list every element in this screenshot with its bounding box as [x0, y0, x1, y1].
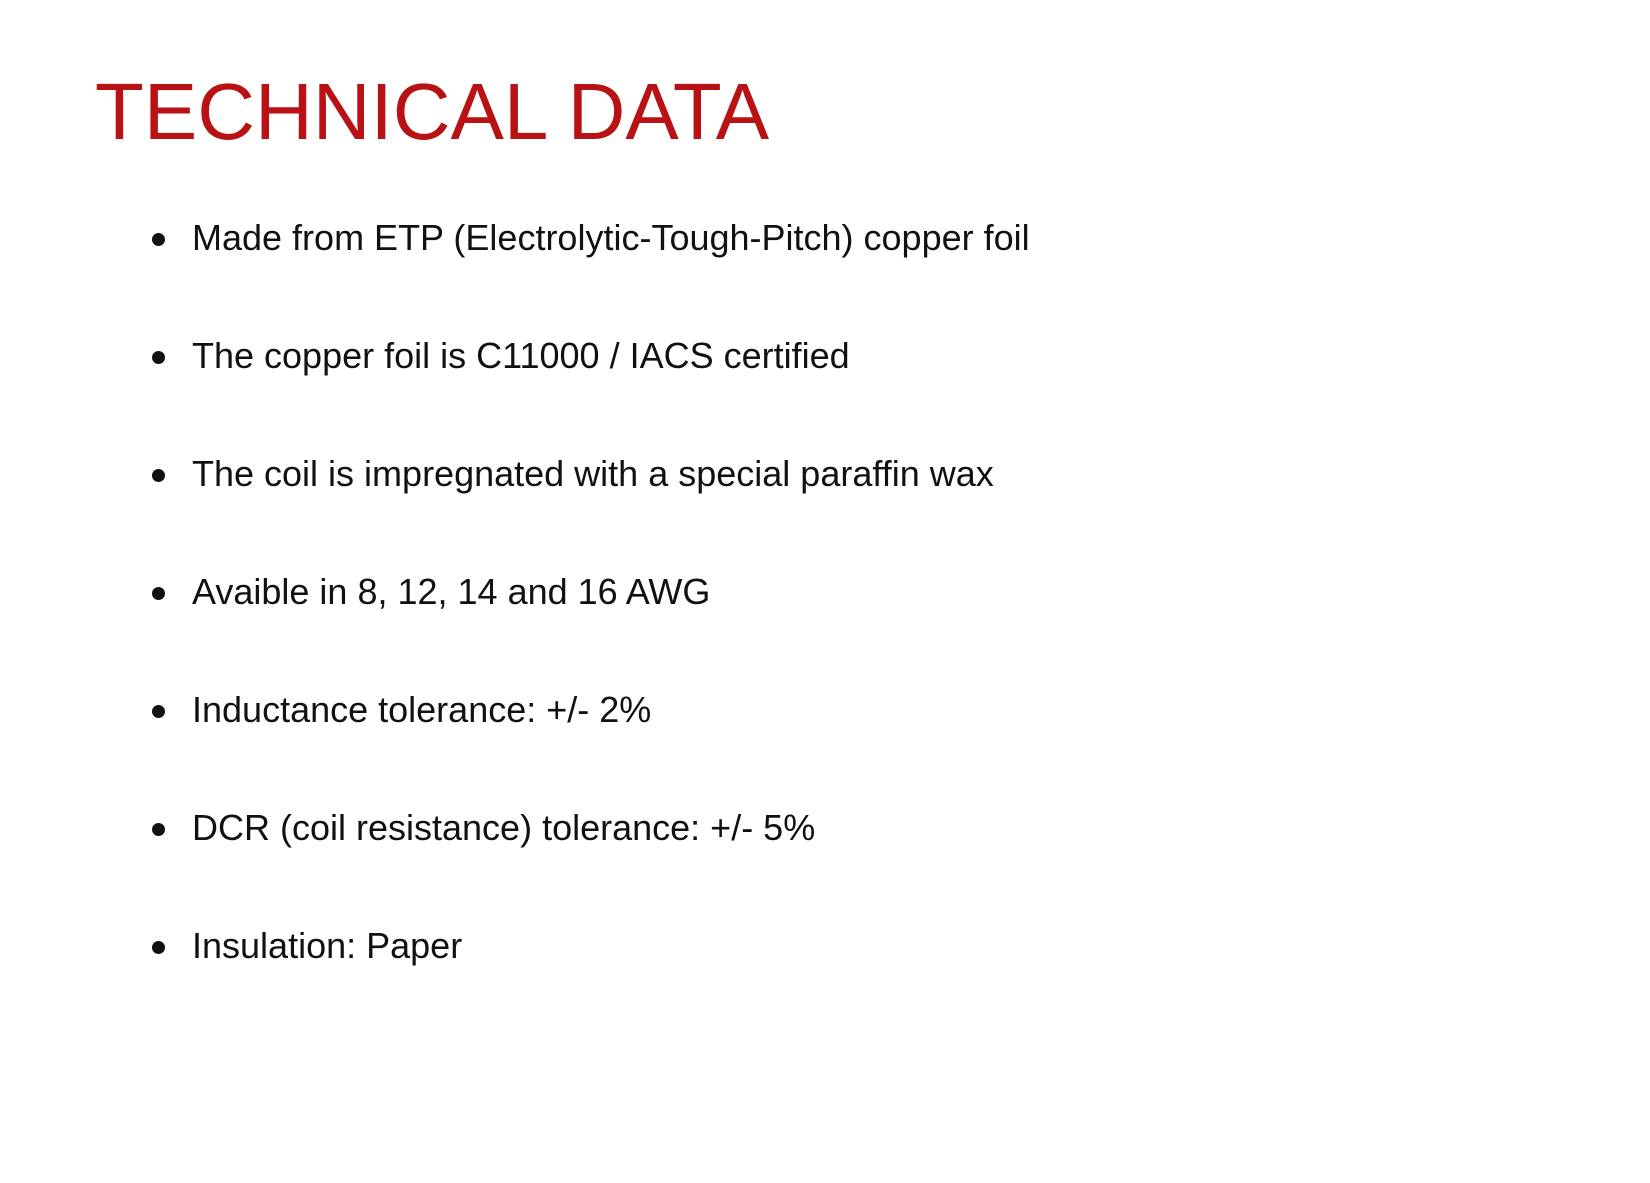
list-item-text: DCR (coil resistance) tolerance: +/- 5%: [192, 807, 816, 848]
bullet-icon: [152, 233, 165, 246]
bullet-icon: [152, 705, 165, 718]
list-item-text: The copper foil is C11000 / IACS certified: [192, 335, 850, 376]
list-item-text: The coil is impregnated with a special paraffin wax: [192, 453, 994, 494]
list-item-text: Avaible in 8, 12, 14 and 16 AWG: [192, 571, 711, 612]
list-item: [152, 922, 1590, 970]
list-item: [152, 450, 1590, 498]
bullet-icon: [152, 469, 165, 482]
list-item: [152, 804, 1590, 852]
bullet-icon: [152, 351, 165, 364]
list-item: [152, 332, 1590, 380]
bullet-list: [95, 214, 1590, 970]
page-title: TECHNICAL DATA: [95, 67, 770, 156]
list-item: [152, 568, 1590, 616]
bullet-icon: [152, 941, 165, 954]
bullet-icon: [152, 587, 165, 600]
list-item-text: Insulation: Paper: [192, 925, 463, 966]
list-item: [152, 686, 1590, 734]
bullet-icon: [152, 823, 165, 836]
list-item-text: Inductance tolerance: +/- 2%: [192, 689, 652, 730]
list-item-text: Made from ETP (Electrolytic-Tough-Pitch) copper foil: [192, 217, 1030, 258]
list-item: [152, 214, 1590, 262]
